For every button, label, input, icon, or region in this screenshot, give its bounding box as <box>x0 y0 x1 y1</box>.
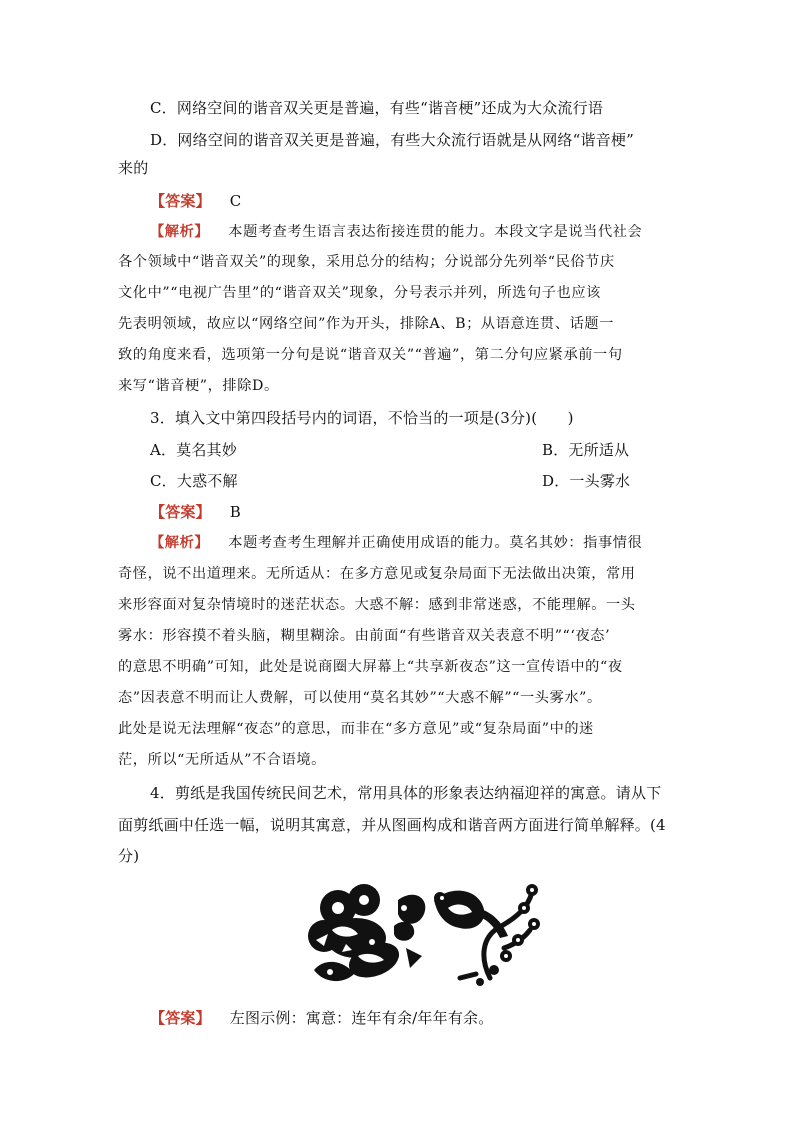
analysis-text: 奇怪，说不出道理来。无所适从：在多方意见或复杂局面下无法做出决策，常用 <box>118 566 636 582</box>
answer-tag: 【答案】 <box>150 1009 211 1027</box>
analysis-text: 雾水：形容摸不着头脑，糊里糊涂。由前面“有些谐音双关表意不明”“‘夜态’ <box>118 628 611 644</box>
question-4-text: 分) <box>118 847 140 865</box>
analysis-text: 此处是说无法理解“夜态”的意思，而非在“多方意见”或“复杂局面”中的迷 <box>118 721 594 737</box>
answer-line <box>150 502 241 522</box>
analysis-text: 态”因表意不明而让人费解，可以使用“莫名其妙”“大惑不解”“一头雾水”。 <box>118 690 602 706</box>
answer-tag: 【答案】 <box>150 503 211 521</box>
answer-value: 左图示例：寓意：连年有余/年年有余。 <box>229 1009 494 1027</box>
analysis-text: 的意思不明确”可知，此处是说商圈大屏幕上“共享新夜态”这一宣传语中的“夜 <box>118 659 623 675</box>
option-b: B．无所适从 <box>542 441 630 459</box>
option-c: C．大惑不解 <box>150 472 238 490</box>
analysis-text: 文化中”“电视广告里”的“谐音双关”现象，分号表示并列，所选句子也应该 <box>118 285 601 301</box>
options-row <box>150 440 630 460</box>
analysis-text: 茫，所以“无所适从”不合语境。 <box>118 752 326 768</box>
analysis-tag: 【解析】 <box>150 224 210 240</box>
answer-value: B <box>229 503 242 521</box>
answer-tag: 【答案】 <box>150 192 211 210</box>
analysis-line <box>150 222 642 242</box>
analysis-text: 来形容面对复杂情境时的迷茫状态。大惑不解：感到非常迷惑，不能理解。一头 <box>118 597 636 613</box>
analysis-text: 各个领域中“谐音双关”的现象，采用总分的结构；分说部分先列举“民俗节庆 <box>118 254 615 270</box>
analysis-tag: 【解析】 <box>150 535 210 551</box>
answer-line <box>150 1008 493 1028</box>
answer-value: C <box>229 192 242 210</box>
analysis-text: 先表明领域，故应以“网络空间”作为开头，排除A、B；从语意连贯、话题一 <box>118 316 614 332</box>
option-d: D．一头雾水 <box>542 472 631 490</box>
analysis-text: 致的角度来看，选项第一分句是说“谐音双关”“普遍”，第二分句应紧承前一句 <box>118 347 623 363</box>
paper-cut-lotus-fish-image <box>306 878 436 988</box>
question-4-text: 面剪纸画中任选一幅，说明其寓意，并从图画构成和谐音两方面进行简单解释。(4 <box>118 816 666 834</box>
option-d-continued: 来的 <box>118 159 149 177</box>
analysis-text: 来写“谐音梗”，排除D。 <box>118 378 279 394</box>
options-row <box>150 471 631 491</box>
question-3: 3．填入文中第四段括号内的词语，不恰当的一项是(3分)( ) <box>150 409 574 427</box>
analysis-line <box>150 533 642 553</box>
paper-cut-magpie-plum-image <box>420 878 550 988</box>
question-4: 4．剪纸是我国传统民间艺术，常用具体的形象表达纳福迎祥的寓意。请从下 <box>150 784 662 802</box>
option-a: A．莫名其妙 <box>150 441 238 459</box>
option-d: D．网络空间的谐音双关更是普遍，有些大众流行语就是从网络“谐音梗” <box>150 131 634 149</box>
answer-line <box>150 191 241 211</box>
option-c: C．网络空间的谐音双关更是普遍，有些“谐音梗”还成为大众流行语 <box>150 99 604 117</box>
analysis-text: 本题考查考生理解并正确使用成语的能力。莫名其妙：指事情很 <box>228 535 643 551</box>
analysis-text: 本题考查考生语言表达衔接连贯的能力。本段文字是说当代社会 <box>228 224 643 240</box>
